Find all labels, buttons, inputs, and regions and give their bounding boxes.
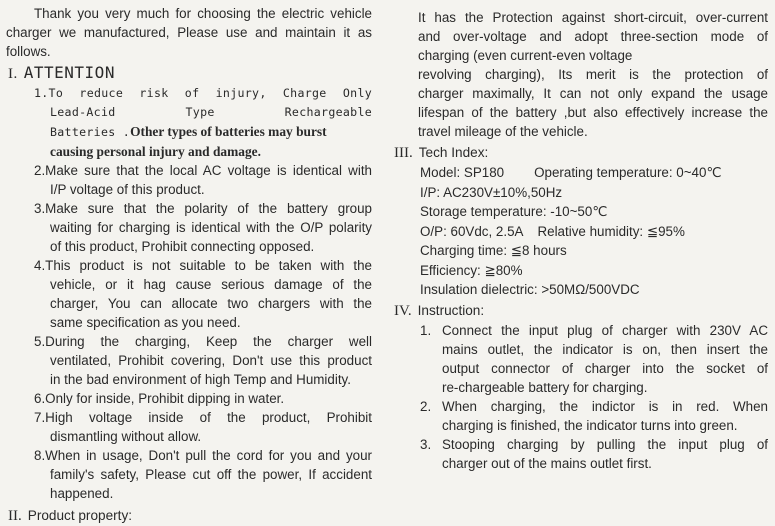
tech-index-list (420, 163, 768, 300)
intro-line: follows. (6, 44, 51, 59)
item-line: happened. (50, 486, 114, 501)
section-heading-tech-index (394, 143, 768, 163)
section-heading-product-property (8, 506, 372, 526)
item-line: 4.This product is not suitable to be taken with the (34, 258, 372, 273)
item-line-serif-part: Other types of batteries may burst (130, 124, 327, 139)
item-line: 2.Make sure that the local AC voltage is identical with (34, 163, 372, 178)
section-numeral: I. (8, 66, 18, 82)
right-column (392, 0, 768, 473)
instruction-line: Stooping charging by pulling the input plug of (442, 436, 768, 452)
attention-item-4 (34, 256, 372, 332)
para-line: and over-voltage and adopt three-section mode of (418, 29, 768, 44)
section-heading-instruction (394, 301, 768, 321)
instruction-line: mains outlet, the indicator is on, then insert the (442, 341, 768, 357)
instruction-line: charger out of the mains outlet first. (442, 455, 652, 471)
para-line: charger maximally, It can not only expand the usage (418, 86, 768, 101)
item-line: 1.To reduce risk of injury, Charge Only (34, 86, 372, 100)
item-line: 6.Only for inside, Prohibit dipping in water. (34, 391, 285, 406)
item-line: 8.When in usage, Don't pull the cord for you and your (34, 448, 372, 463)
item-line: ventilated, Prohibit covering, Don't use this product (50, 353, 372, 368)
para-line: charging (even current-even voltage (418, 48, 633, 63)
section-title: ATTENTION (23, 63, 115, 82)
instruction-line: Connect the input plug of charger with 230V AC (442, 322, 768, 338)
instruction-item-3 (420, 435, 768, 473)
item-line: dismantling without allow. (50, 429, 202, 444)
section-title: Instruction: (417, 302, 485, 318)
tech-model: Model: SP180 (420, 165, 505, 180)
tech-insulation: Insulation dielectric: >50MΩ/500VDC (420, 282, 640, 297)
tech-storage-temperature: Storage temperature: -10~50℃ (420, 204, 608, 219)
attention-item-6 (34, 389, 372, 408)
item-line: 3.Make sure that the polarity of the battery group (34, 201, 372, 216)
instruction-number: 2. (420, 398, 432, 414)
item-line: I/P voltage of this product. (50, 182, 205, 197)
instruction-line: output connector of charger into the socket of (442, 360, 768, 376)
para-line: travel mileage of the vehicle. (418, 124, 588, 139)
instruction-line: When charging, the indictor is in red. When (442, 398, 768, 414)
item-line: 5.During the charging, Keep the charger well (34, 334, 372, 349)
item-line: of this product, Prohibit connecting opposed. (50, 239, 315, 254)
item-line: family's safety, Please cut off the power, If accident (50, 467, 372, 482)
instruction-line: re-chargeable battery for charging. (442, 379, 648, 395)
left-column (6, 0, 372, 526)
instruction-line: charging is finished, the indicator turns into green. (442, 417, 738, 433)
intro-paragraph (6, 4, 372, 61)
section-numeral: III. (394, 145, 413, 161)
para-line: It has the Protection against short-circuit, over-current (418, 10, 768, 25)
section-title: Tech Index: (418, 145, 489, 160)
product-property-paragraph (418, 8, 768, 141)
instruction-item-1 (420, 321, 768, 397)
instruction-number: 3. (420, 436, 432, 452)
attention-item-8 (34, 446, 372, 503)
tech-operating-temperature: Operating temperature: 0~40℃ (534, 165, 722, 180)
item-line: Lead-Acid Type Rechargeable (50, 105, 372, 119)
section-heading-attention (8, 63, 372, 84)
attention-item-5 (34, 332, 372, 389)
item-line-mono-part: Batteries . (50, 125, 131, 139)
instruction-item-2 (420, 397, 768, 435)
tech-efficiency: Efficiency: ≧80% (420, 262, 523, 278)
intro-line: Thank you very much for choosing the electric vehicle (34, 6, 372, 21)
item-line: same specification as you need. (50, 315, 241, 330)
item-line: 7.High voltage inside of the product, Prohibit (34, 410, 372, 425)
para-line: revolving charging), Its merit is the protection of (418, 67, 768, 82)
item-line: charger, You can allocate two chargers with the (50, 296, 372, 311)
para-line: lifespan of the battery ,but also effectively increase the (418, 105, 768, 120)
section-numeral: II. (8, 508, 22, 524)
attention-item-2 (34, 161, 372, 199)
intro-line: charger we manufactured, Please use and maintain it as (6, 25, 372, 40)
tech-relative-humidity: Relative humidity: ≦95% (537, 223, 685, 239)
tech-input: I/P: AC230V±10%,50Hz (420, 184, 563, 200)
section-title: Product property: (27, 508, 133, 523)
tech-output: O/P: 60Vdc, 2.5A (420, 223, 524, 239)
item-line: waiting for charging is identical with the O/P polarity (50, 220, 372, 235)
tech-charging-time: Charging time: ≦8 hours (420, 243, 567, 258)
attention-item-1 (34, 84, 372, 161)
attention-item-7 (34, 408, 372, 446)
section-numeral: IV. (394, 302, 412, 319)
item-line: causing personal injury and damage. (50, 144, 261, 159)
attention-item-3 (34, 199, 372, 256)
instruction-number: 1. (420, 322, 432, 338)
item-line: in the bad environment of high Temp and Humidity. (50, 372, 351, 387)
item-line: vehicle, or it hag cause serious damage of the (50, 277, 372, 292)
